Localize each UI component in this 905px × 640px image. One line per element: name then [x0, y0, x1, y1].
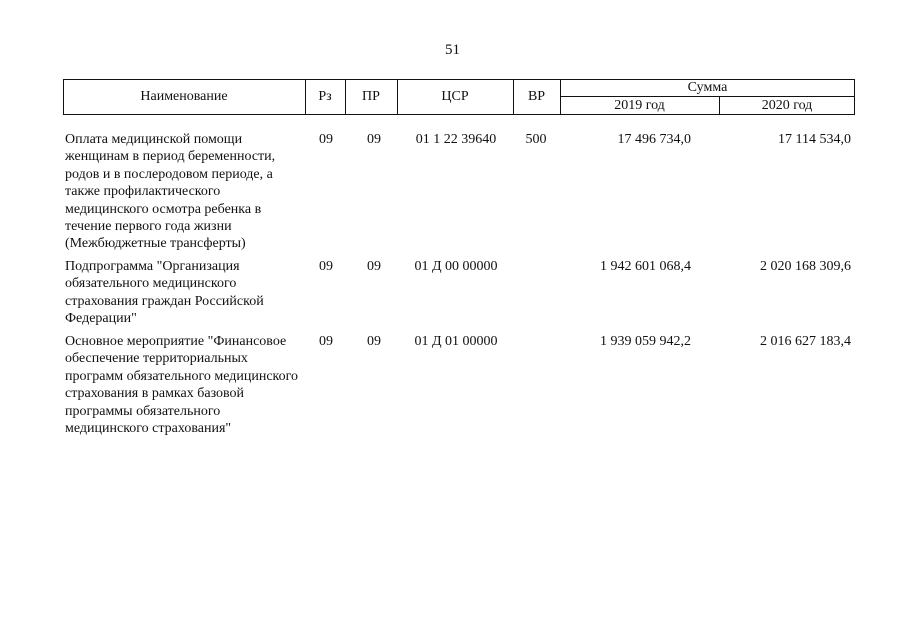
row-sum-2019: 1 942 601 068,4 — [600, 259, 691, 274]
row-sum-2020: 17 114 534,0 — [778, 132, 851, 147]
row-sum-2019: 17 496 734,0 — [617, 132, 691, 147]
row-pr: 09 — [367, 259, 381, 274]
row-name: Основное мероприятие "Финансовое обеспечение территориальных программ обязательного медицинского страхования в рамках базовой программы обязательного медицинского страхования" — [65, 334, 299, 437]
header-vr: ВР — [527, 89, 546, 104]
row-sum-2019: 1 939 059 942,2 — [600, 334, 691, 349]
row-csr: 01 Д 00 00000 — [414, 259, 498, 274]
table-row — [0, 333, 905, 463]
page-number: 51 — [445, 42, 460, 58]
table-row — [0, 131, 905, 256]
row-rz: 09 — [319, 259, 333, 274]
header-bottom-border — [63, 114, 855, 115]
row-csr: 01 1 22 39640 — [415, 132, 497, 147]
row-sum-2020: 2 016 627 183,4 — [760, 334, 851, 349]
header-name: Наименование — [140, 89, 228, 104]
table-header — [63, 79, 855, 115]
header-csr: ЦСР — [441, 89, 469, 104]
header-sum: Сумма — [687, 80, 728, 95]
header-sum-divider — [560, 96, 855, 97]
header-rz: Рз — [318, 89, 332, 104]
table-row — [0, 258, 905, 333]
header-2019: 2019 год — [614, 98, 665, 113]
header-2020: 2020 год — [761, 98, 813, 113]
row-sum-2020: 2 020 168 309,6 — [760, 259, 851, 274]
row-rz: 09 — [319, 334, 333, 349]
row-vr: 500 — [525, 132, 547, 147]
row-name: Подпрограмма "Организация обязательного медицинского страхования граждан Российской Федерации" — [65, 259, 264, 327]
row-pr: 09 — [367, 334, 381, 349]
row-csr: 01 Д 01 00000 — [414, 334, 498, 349]
header-pr: ПР — [362, 89, 380, 104]
row-pr: 09 — [367, 132, 381, 147]
row-rz: 09 — [319, 132, 333, 147]
row-name: Оплата медицинской помощи женщинам в период беременности, родов и в послеродовом периоде, а также профилактического медицинского осмотра ребенка в течение первого года жизни (Межбюджетные трансферты) — [65, 132, 276, 252]
